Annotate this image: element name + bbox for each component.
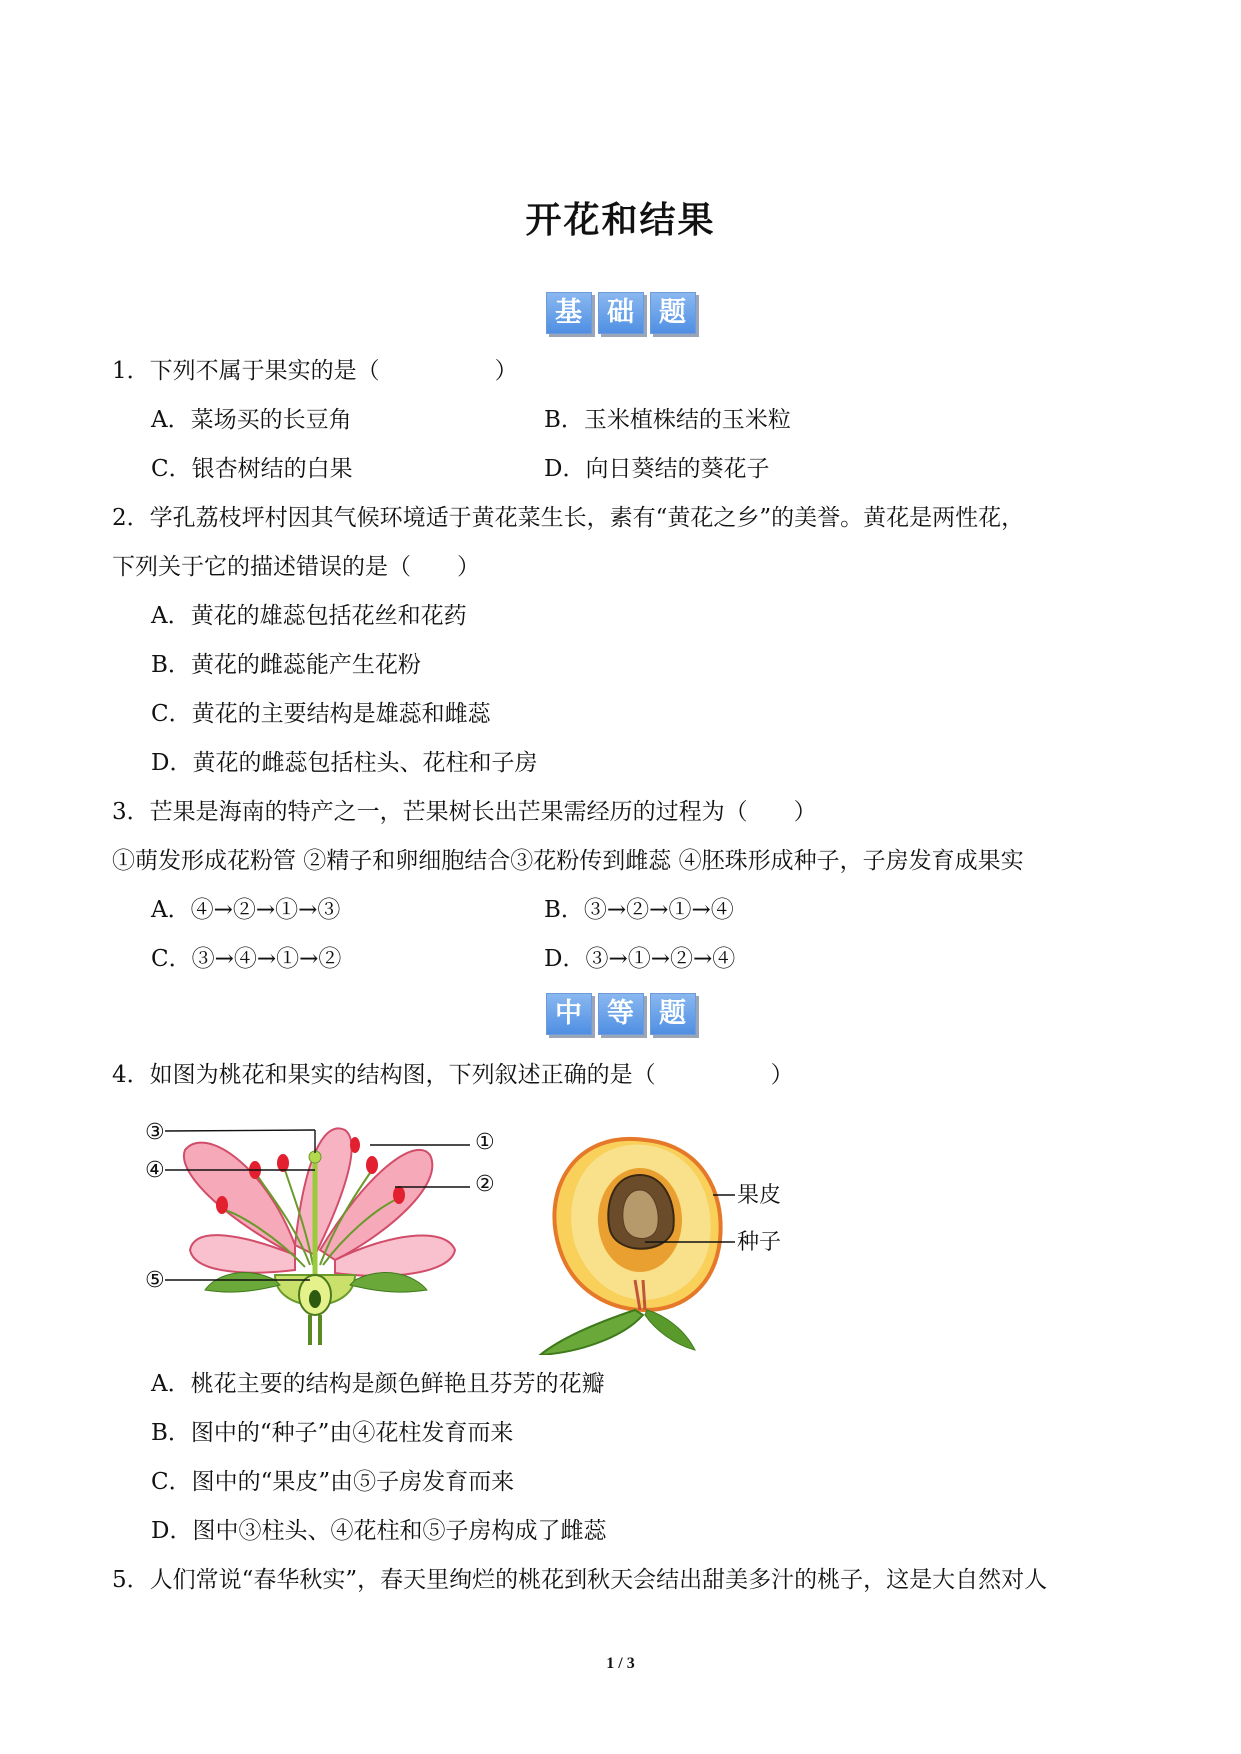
question-3-steps: ①萌发形成花粉管 ②精子和卵细胞结合③花粉传到雌蕊 ④胚珠形成种子，子房发育成果实: [112, 848, 1024, 874]
question-1-option-d: D．向日葵结的葵花子: [544, 456, 770, 482]
question-4-option-a: A．桃花主要的结构是颜色鲜艳且芬芳的花瓣: [151, 1371, 605, 1397]
question-2-option-a: A．黄花的雄蕊包括花丝和花药: [151, 603, 467, 629]
question-1-option-b: B．玉米植株结的玉米粒: [544, 407, 791, 433]
question-3-stem: 3．芒果是海南的特产之一，芒果树长出芒果需经历的过程为（ ）: [112, 799, 817, 825]
question-5-stem: 5．人们常说“春华秋实”，春天里绚烂的桃花到秋天会结出甜美多汁的桃子，这是大自然对人: [112, 1567, 1048, 1593]
section-char: 等: [598, 993, 644, 1035]
page-number: 1 / 3: [606, 1655, 635, 1672]
question-4-option-b: B．图中的“种子”由④花柱发育而来: [151, 1420, 514, 1446]
section-char: 础: [598, 292, 644, 334]
label-2: ②: [475, 1172, 495, 1197]
section-char: 题: [650, 292, 696, 334]
section-char: 中: [546, 993, 592, 1035]
label-4: ④: [145, 1158, 165, 1183]
question-4-option-d: D．图中③柱头、④花柱和⑤子房构成了雌蕊: [151, 1518, 607, 1544]
label-5: ⑤: [145, 1268, 165, 1293]
peach-fruit-diagram: [535, 1130, 795, 1355]
label-peel: 果皮: [737, 1183, 782, 1208]
section-char: 基: [546, 292, 592, 334]
peach-flower-diagram: [145, 1115, 515, 1345]
section-header-medium: [0, 993, 1241, 1035]
question-4-option-c: C．图中的“果皮”由⑤子房发育而来: [151, 1469, 515, 1495]
section-char: 题: [650, 993, 696, 1035]
question-4-stem: 4．如图为桃花和果实的结构图，下列叙述正确的是（ ）: [112, 1062, 794, 1088]
question-2-option-c: C．黄花的主要结构是雄蕊和雌蕊: [151, 701, 491, 727]
question-2-stem-line-1: 2．学孔荔枝坪村因其气候环境适于黄花菜生长，素有“黄花之乡”的美誉。黄花是两性花，: [112, 505, 1025, 531]
question-1-stem: 1．下列不属于果实的是（ ）: [112, 358, 518, 384]
section-header-basic: [0, 292, 1241, 334]
page-title: 开花和结果: [525, 200, 716, 241]
question-3-option-d: D．③→①→②→④: [544, 946, 736, 972]
question-1-option-c: C．银杏树结的白果: [151, 456, 353, 482]
question-2-option-b: B．黄花的雌蕊能产生花粉: [151, 652, 421, 678]
question-1-option-a: A．菜场买的长豆角: [151, 407, 352, 433]
question-3-option-b: B．③→②→①→④: [544, 897, 734, 923]
question-2-stem-line-2: 下列关于它的描述错误的是（ ）: [112, 554, 480, 580]
question-3-option-c: C．③→④→①→②: [151, 946, 342, 972]
label-seed: 种子: [737, 1230, 782, 1255]
label-3: ③: [145, 1120, 165, 1145]
question-2-option-d: D．黄花的雌蕊包括柱头、花柱和子房: [151, 750, 538, 776]
label-1: ①: [475, 1130, 495, 1155]
question-3-option-a: A．④→②→①→③: [151, 897, 341, 923]
